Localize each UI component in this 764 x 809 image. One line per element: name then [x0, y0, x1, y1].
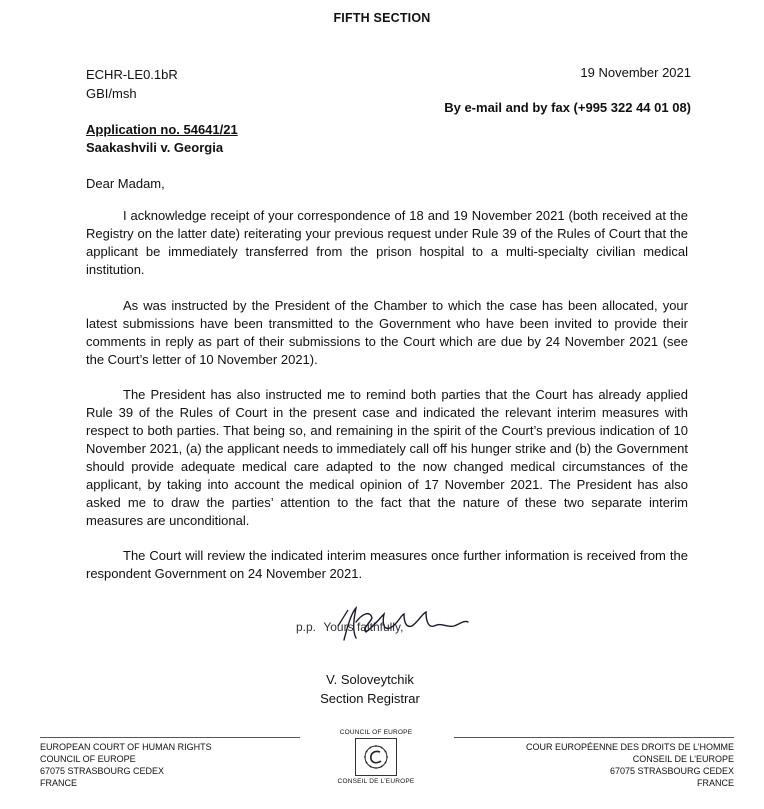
signer-title: Section Registrar: [320, 691, 420, 706]
application-block: [86, 121, 238, 157]
footer-rule-right: [454, 737, 734, 738]
reference-code: ECHR-LE0.1bR: [86, 67, 178, 82]
case-name: Saakashvili v. Georgia: [86, 140, 224, 155]
footer-right-line: CONSEIL DE L’EUROPE: [632, 754, 734, 764]
signer-block: [300, 670, 440, 708]
reference-initials: GBI/msh: [86, 86, 137, 101]
per-procurationem: p.p.: [296, 620, 317, 634]
logo-bottom-text: CONSEIL DE L’EUROPE: [337, 778, 415, 785]
logo-top-text: COUNCIL OF EUROPE: [339, 729, 413, 736]
footer-right-line: FRANCE: [696, 778, 734, 788]
council-of-europe-emblem-icon: [356, 739, 396, 775]
paragraph-4: The Court will review the indicated interim measures once further information is received from the respondent Government on 24 November 2021.: [86, 548, 688, 581]
footer-address-english: [40, 741, 212, 789]
footer-rule-left: [40, 737, 300, 738]
application-number: Application no. 54641/21: [86, 122, 238, 137]
footer-address-french: [526, 741, 734, 789]
footer-left-line: COUNCIL OF EUROPE: [40, 754, 136, 764]
paragraph-3: The President has also instructed me to remind both parties that the Court has already applied Rule 39 of the Rules of Court in the present case and indicated the relevant interim measures with respect to both parties. That being so, and remaining in the spirit of the Court’s previous indication of 10 November 2021, (a) the applicant needs to immediately call off his hunger strike and (b) the Government should provide adequate medical care adapted to the now changed medical circumstances of the applicant, by taking into account the medical opinion of 17 November 2021. The President has also asked me to draw the parties’ attention to the fact that the nature of these two separate interim measures are unconditional.: [86, 387, 688, 528]
delivery-method: By e-mail and by fax (+995 322 44 01 08): [444, 100, 691, 115]
paragraph-1: I acknowledge receipt of your correspondence of 18 and 19 November 2021 (both received at the Registry on the latter date) reiterating your previous request under Rule 39 of the Rules of Court that the applicant be immediately transferred from the prison hospital to a multi-specialty civilian medical institution.: [86, 208, 688, 277]
closing-text: Yours faithfully,: [323, 620, 404, 634]
handwritten-signature: [318, 604, 478, 644]
footer-right-line: 67075 STRASBOURG CEDEX: [609, 766, 734, 776]
council-of-europe-logo: [333, 729, 419, 785]
reference-block: [86, 65, 178, 103]
footer-right-line: COUR EUROPÉENNE DES DROITS DE L’HOMME: [525, 742, 734, 752]
logo-emblem: [355, 738, 397, 776]
section-title: FIFTH SECTION: [333, 11, 431, 25]
paragraph-2: As was instructed by the President of the Chamber to which the case has been allocated, your latest submissions have been transmitted to the Government who have been invited to provide their comments in reply as part of their submissions to the Court which are due by 24 November 2021 (see the Court’s letter of 10 November 2021).: [86, 298, 688, 367]
footer-left-line: EUROPEAN COURT OF HUMAN RIGHTS: [40, 742, 212, 752]
signer-name: V. Soloveytchik: [326, 672, 414, 687]
footer-left-line: FRANCE: [40, 778, 78, 788]
letter-date: 19 November 2021: [580, 65, 691, 80]
salutation: Dear Madam,: [86, 176, 165, 191]
footer-left-line: 67075 STRASBOURG CEDEX: [40, 766, 165, 776]
